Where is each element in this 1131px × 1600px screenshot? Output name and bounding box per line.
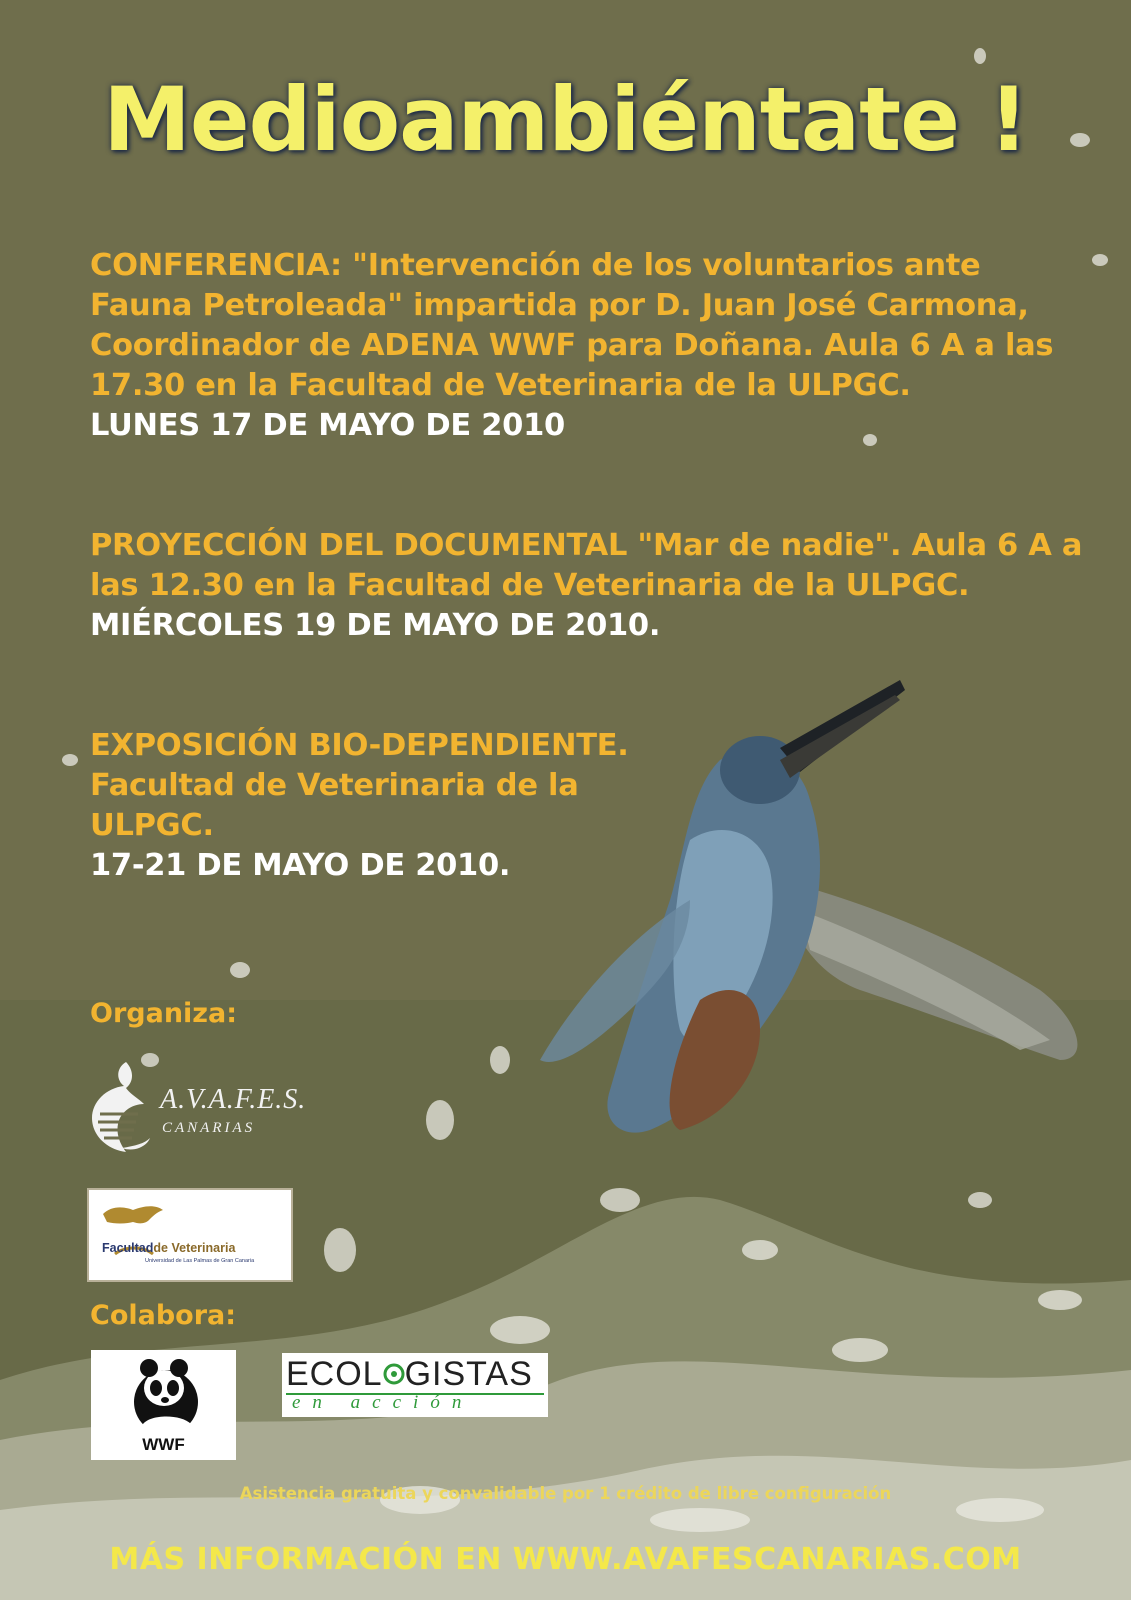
avafes-name: A.V.A.F.E.S. — [160, 1084, 307, 1115]
organiza-label: Organiza: — [90, 998, 238, 1029]
facultad-name — [102, 1241, 235, 1255]
panda-icon — [121, 1354, 211, 1438]
event-date: MIÉRCOLES 19 DE MAYO DE 2010. — [90, 608, 661, 643]
attendance-note: Asistencia gratuita y convalidable por 1 crédito de libre configuración — [239, 1484, 892, 1503]
event-proyeccion — [90, 526, 1090, 646]
sun-emblem-icon — [383, 1360, 405, 1388]
event-date: LUNES 17 DE MAYO DE 2010 — [90, 408, 565, 443]
poster-title: Medioambiéntate ! — [103, 68, 1028, 171]
event-exposicion — [90, 726, 650, 886]
more-info-footer: MÁS INFORMACIÓN EN WWW.AVAFESCANARIAS.COM — [109, 1542, 1022, 1577]
event-description: PROYECCIÓN DEL DOCUMENTAL "Mar de nadie". Aula 6 A a las 12.30 en la Facultad de Veterinaria de la ULPGC. — [90, 528, 1083, 603]
facultad-veterinaria-logo — [87, 1188, 293, 1282]
ecologistas-logo — [282, 1353, 548, 1417]
ecologistas-name-a: ECOL — [286, 1355, 383, 1393]
ecologistas-name-b: GISTAS — [404, 1355, 533, 1393]
facultad-name-b: de Veterinaria — [153, 1241, 236, 1255]
event-description: EXPOSICIÓN BIO-DEPENDIENTE. Facultad de Veterinaria de la ULPGC. — [90, 728, 629, 843]
wwf-name: WWF — [142, 1435, 185, 1454]
turtle-bird-emblem-icon — [86, 1058, 156, 1158]
event-conferencia — [90, 246, 1090, 446]
event-description: CONFERENCIA: "Intervención de los voluntarios ante Fauna Petroleada" impartida por D. Juan José Carmona, Coordinador de ADENA WWF para Doñana. Aula 6 A a las 17.30 en la Facultad de Veterinaria de la ULPGC. — [90, 248, 1054, 403]
avafes-logo — [86, 1058, 307, 1158]
colabora-label: Colabora: — [90, 1300, 237, 1331]
facultad-name-a: Facultad — [102, 1241, 154, 1255]
event-date: 17-21 DE MAYO DE 2010. — [90, 848, 511, 883]
avafes-subtitle: CANARIAS — [162, 1120, 256, 1136]
ecologistas-tagline: en acción — [292, 1392, 474, 1413]
facultad-subtitle: Universidad de Las Palmas de Gran Canaria — [145, 1258, 255, 1264]
ecologistas-name — [286, 1355, 533, 1394]
wwf-logo — [91, 1350, 236, 1460]
